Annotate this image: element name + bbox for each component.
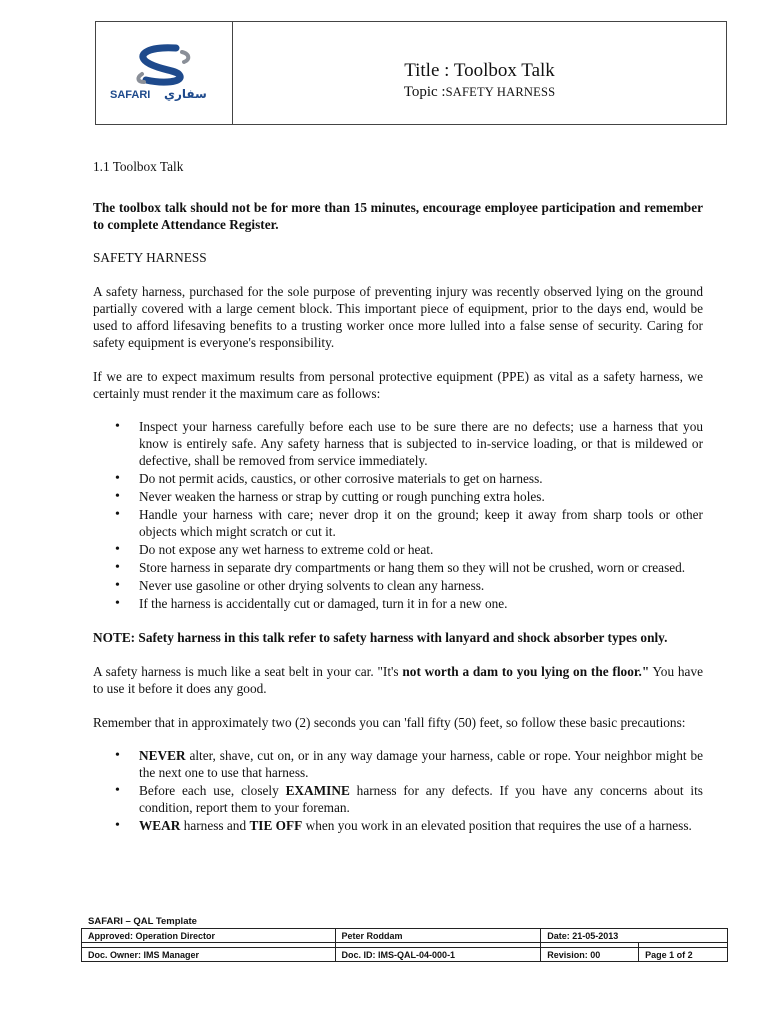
precautions-list [93,747,703,834]
footer-doc-id: Doc. ID: IMS-QAL-04-000-1 [335,948,541,962]
precaution-text: when you work in an elevated position that requires the use of a harness. [302,818,692,833]
safari-logo [106,44,224,104]
list-item: • Do not expose any wet harness to extreme cold or heat. [139,541,703,558]
footer-caption: SAFARI – QAL Template [88,916,197,927]
list-item: • If the harness is accidentally cut or damaged, turn it in for a new one. [139,595,703,612]
precaution-text: Before each use, closely [139,783,286,798]
precaution-text: harness and [180,818,250,833]
intro-paragraph: The toolbox talk should not be for more than 15 minutes, encourage employee participation and remember to complete Attendance Register. [93,200,703,232]
document-header [95,21,727,125]
precaution-keyword: TIE OFF [249,818,303,833]
logo-cell [96,22,233,124]
precaution-keyword: WEAR [139,818,181,833]
precaution-text: harness for any defects. If you have any concerns about its condition, report them to your foreman. [139,783,703,815]
footer-doc-owner: Doc. Owner: IMS Manager [82,948,336,962]
logo-text: SAFARI [110,89,151,101]
title-cell [233,22,726,124]
sub-heading: SAFETY HARNESS [93,250,207,265]
list-item: • Handle your harness with care; never drop it on the ground; keep it away from sharp tools or other objects which might scratch or cut it. [139,506,703,540]
precaution-text: alter, shave, cut on, or in any way damage your harness, cable or rope. Your neighbor might be the next one to use that harness. [139,748,703,780]
list-item: • Do not permit acids, caustics, or other corrosive materials to get on harness. [139,470,703,487]
document-topic [233,84,726,101]
topic-value: SAFETY HARNESS [445,85,556,99]
footer-approver-name: Peter Roddam [335,929,541,943]
paragraph-2: If we are to expect maximum results from personal protective equipment (PPE) as vital as a safety harness, we certainly must render it the maximum care as follows: [93,369,703,401]
logo-arabic-text: سفاري [164,87,207,101]
section-heading: 1.1 Toolbox Talk [93,159,184,174]
footer-row [82,948,728,962]
document-title: Title : Toolbox Talk [404,60,555,81]
seatbelt-text-bold: not worth a dam to you lying on the floor." [402,664,650,679]
footer-page-number: Page 1 of 2 [639,948,728,962]
document-body [93,158,703,835]
list-item: • Never use gasoline or other drying solvents to clean any harness. [139,577,703,594]
footer-table [81,928,728,962]
list-item [139,817,703,834]
note-paragraph: NOTE: Safety harness in this talk refer to safety harness with lanyard and shock absorber types only. [93,630,668,645]
list-item: • Store harness in separate dry compartments or hang them so they will not be crushed, worn or creased. [139,559,703,576]
footer-row [82,929,728,943]
care-list [93,418,703,612]
seatbelt-text-pre: A safety harness is much like a seat belt in your car. "It's [93,664,403,679]
precaution-keyword: NEVER [139,748,186,763]
paragraph-1: A safety harness, purchased for the sole purpose of preventing injury was recently observed lying on the ground partially covered with a large cement block. This important piece of equipment, prior to the days end, would be used to afford lifesaving benefits to a trusting worker once more lulled into a false sense of security. Caring for safety equipment is everyone's responsibility. [93,284,703,350]
list-item: • Never weaken the harness or strap by cutting or rough punching extra holes. [139,488,703,505]
list-item [139,782,703,816]
topic-label: Topic : [403,84,446,100]
footer-revision: Revision: 00 [541,948,639,962]
list-item: • Inspect your harness carefully before each use to be sure there are no defects; use a harness that you know is entirely safe. Any safety harness that is subjected to in-service loading, or that is mildewed or defective, shall be removed from service immediately. [139,418,703,469]
seatbelt-paragraph [93,663,703,697]
footer-approved: Approved: Operation Director [82,929,336,943]
list-item [139,747,703,781]
precaution-keyword: EXAMINE [285,783,350,798]
seatbelt-text-post: You have to use it before it does any good. [93,664,704,696]
remember-paragraph: Remember that in approximately two (2) seconds you can 'fall fifty (50) feet, so follow these basic precautions: [93,715,686,730]
footer-date: Date: 21-05-2013 [541,929,728,943]
